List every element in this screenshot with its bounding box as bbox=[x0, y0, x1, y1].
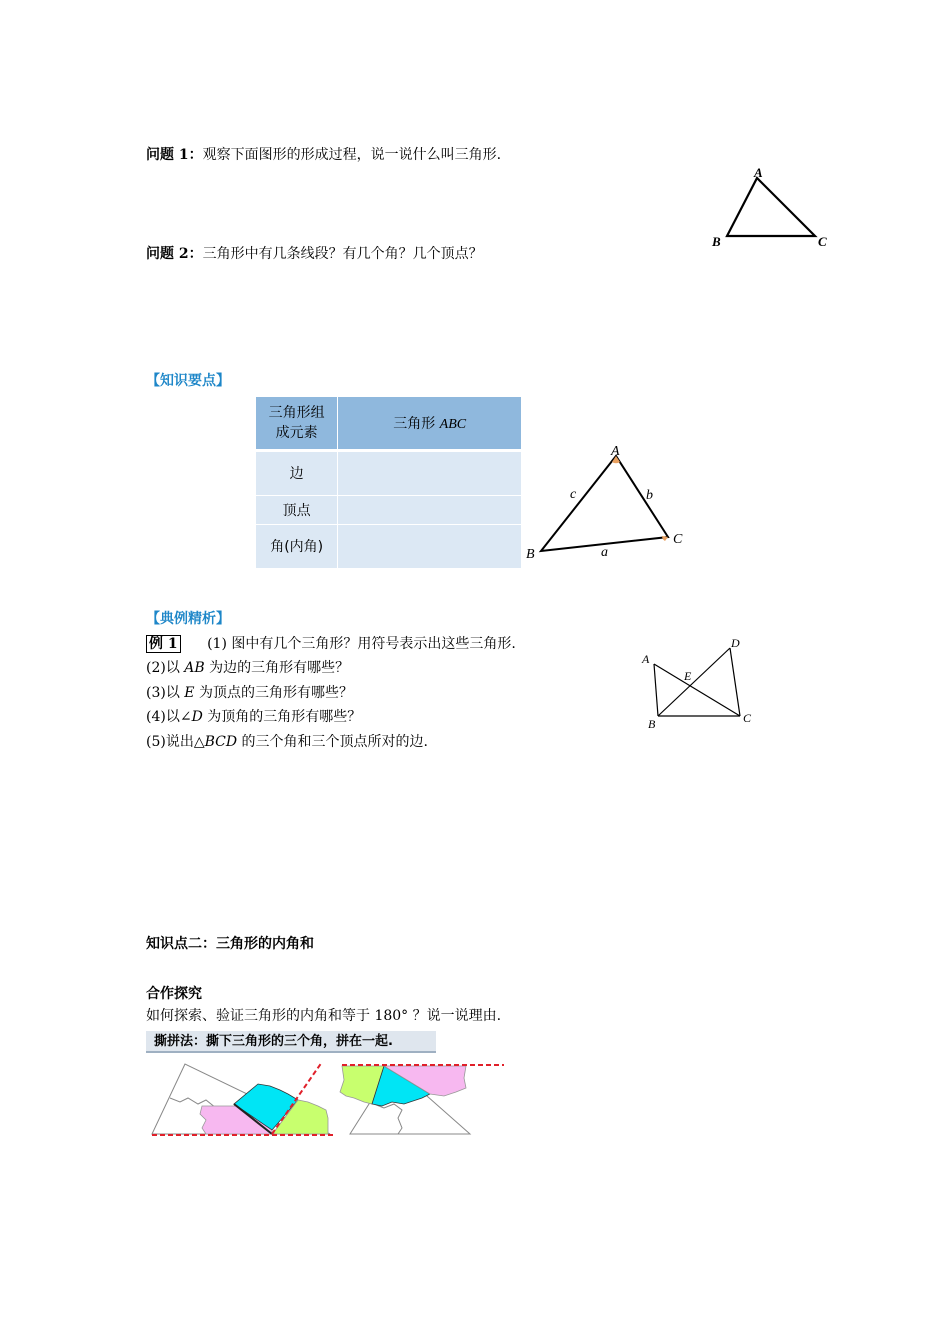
point-label-e: E bbox=[684, 669, 692, 683]
triangle-2-shape bbox=[541, 456, 668, 551]
example-1-item-1 bbox=[146, 635, 516, 653]
table-header-left bbox=[256, 397, 338, 451]
table-row bbox=[256, 451, 522, 495]
example-1-item-4 bbox=[146, 708, 361, 726]
header-right-prefix: 三角形 bbox=[393, 416, 440, 433]
question-1-text: 观察下面图形的形成过程，说一说什么叫三角形. bbox=[202, 147, 502, 163]
row-value-angle[interactable] bbox=[338, 524, 522, 568]
example-1-item-3 bbox=[146, 684, 353, 702]
triangle-figure-1 bbox=[706, 162, 836, 254]
point-label-b: B bbox=[648, 717, 656, 731]
vertex-label-a: A bbox=[611, 444, 620, 459]
table-header-right bbox=[338, 397, 522, 451]
segment-ab bbox=[654, 664, 658, 716]
row-label-vertex: 顶点 bbox=[256, 495, 338, 524]
vertex-label-a: A bbox=[754, 165, 763, 180]
triangle-1-shape bbox=[727, 178, 815, 236]
item-4-pre: (4)以∠ bbox=[146, 709, 192, 725]
section-2-subtitle: 合作探究 bbox=[146, 986, 202, 1002]
header-left-line2: 成元素 bbox=[275, 425, 318, 442]
vertex-label-c: C bbox=[673, 532, 683, 547]
section-2-question: 如何探索、验证三角形的内角和等于 180° ？说一说理由. bbox=[146, 1008, 502, 1024]
quadrilateral-figure-3 bbox=[640, 634, 760, 734]
item-5-pre: (5)说出△ bbox=[146, 734, 205, 750]
triangle-figure-2 bbox=[522, 440, 692, 564]
item-5-var: BCD bbox=[204, 734, 238, 750]
example-1-item-2 bbox=[146, 659, 349, 677]
row-value-side[interactable] bbox=[338, 451, 522, 495]
table-row bbox=[256, 495, 522, 524]
item-3-post: 为顶点的三角形有哪些？ bbox=[194, 685, 353, 701]
example-1-text-1: (1) 图中有几个三角形？用符号表示出这些三角形. bbox=[207, 636, 516, 652]
tear-illustration-right bbox=[338, 1058, 508, 1140]
point-label-c: C bbox=[743, 711, 752, 725]
section-2-title: 知识点二：三角形的内角和 bbox=[146, 936, 314, 952]
table-row bbox=[256, 524, 522, 568]
side-label-c: c bbox=[570, 487, 577, 502]
row-label-angle: 角(内角) bbox=[256, 524, 338, 568]
item-3-var: E bbox=[184, 685, 195, 701]
knowledge-heading: 【知识要点】 bbox=[146, 373, 230, 389]
question-2-text: 三角形中有几条线段？有几个角？几个顶点？ bbox=[202, 246, 483, 262]
tear-illustration-left bbox=[150, 1058, 340, 1140]
item-4-post: 为顶角的三角形有哪些？ bbox=[202, 709, 362, 725]
question-2-label: 问题 2： bbox=[146, 246, 203, 262]
side-label-a: a bbox=[601, 545, 608, 560]
segment-bd bbox=[658, 648, 730, 716]
point-label-d: D bbox=[731, 636, 740, 650]
method-banner: 撕拼法：撕下三角形的三个角，拼在一起. bbox=[146, 1031, 436, 1053]
example-1-item-5 bbox=[146, 733, 428, 751]
item-5-post: 的三个角和三个顶点所对的边. bbox=[237, 734, 428, 750]
header-right-name: ABC bbox=[439, 417, 467, 433]
table-header-row bbox=[256, 397, 522, 451]
item-4-var: D bbox=[191, 709, 203, 725]
side-label-b: b bbox=[646, 488, 653, 503]
item-2-post: 为边的三角形有哪些？ bbox=[204, 660, 350, 676]
question-1 bbox=[146, 146, 501, 164]
question-1-label: 问题 1： bbox=[146, 147, 203, 163]
vertex-label-b: B bbox=[526, 547, 535, 562]
row-label-side: 边 bbox=[256, 451, 338, 495]
segment-dc bbox=[730, 648, 740, 716]
examples-heading: 【典例精析】 bbox=[146, 611, 230, 627]
item-3-pre: (3)以 bbox=[146, 685, 185, 701]
row-value-vertex[interactable] bbox=[338, 495, 522, 524]
vertex-label-b: B bbox=[712, 234, 721, 249]
example-1-tag: 例 1 bbox=[146, 635, 181, 653]
vertex-label-c: C bbox=[818, 234, 827, 249]
knowledge-table bbox=[256, 397, 522, 569]
item-2-var: AB bbox=[184, 660, 205, 676]
item-2-pre: (2)以 bbox=[146, 660, 185, 676]
point-label-a: A bbox=[642, 652, 650, 666]
header-left-line1: 三角形组 bbox=[268, 405, 325, 422]
question-2 bbox=[146, 245, 483, 263]
